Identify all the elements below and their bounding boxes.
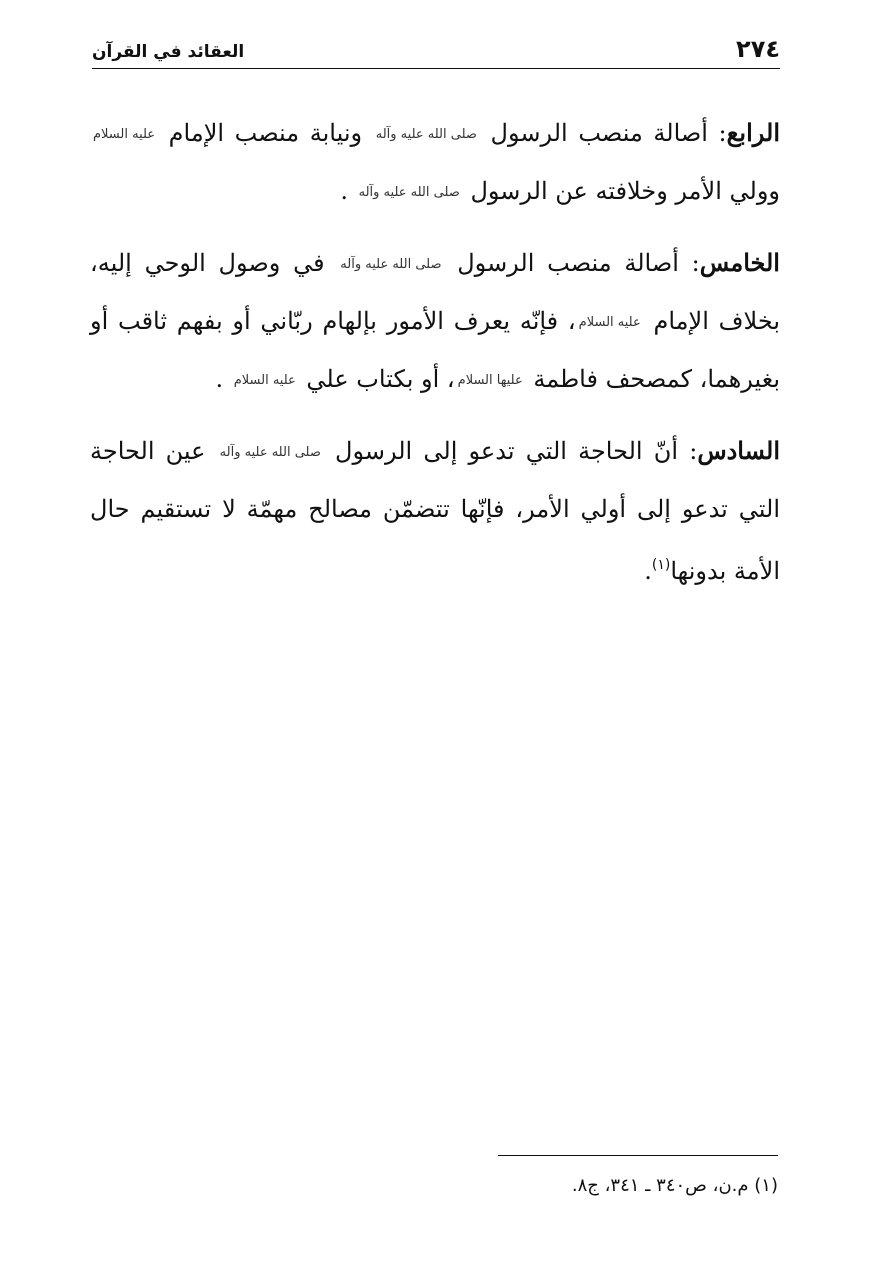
book-title: العقائد في القرآن [92, 42, 245, 62]
footnote: (١) م.ن، ص٣٤٠ ـ ٣٤١، ج٨. [571, 1175, 778, 1196]
running-header [92, 30, 780, 69]
honorific-ligature: صلى الله عليه وآله [358, 185, 460, 200]
page-number: ٢٧٤ [736, 35, 780, 63]
honorific-ligature: صلى الله عليه وآله [219, 445, 321, 460]
honorific-ligature: صلى الله عليه وآله [375, 127, 477, 142]
footnote-divider [498, 1155, 778, 1156]
paragraph-text: ونيابة منصب الإمام [158, 119, 373, 147]
main-text [90, 105, 780, 613]
paragraph-text: : أصالة منصب الرسول [479, 119, 727, 147]
paragraph-text: في وصول الوحي إليه، بخلاف الإمام [90, 249, 780, 335]
honorific-ligature: صلى الله عليه وآله [340, 257, 442, 272]
paragraph-text: : أصالة منصب الرسول [444, 249, 700, 277]
paragraph-sixth [90, 423, 780, 599]
paragraph-term: الخامس [699, 248, 780, 277]
paragraph-fourth [90, 105, 780, 221]
footnote-reference[interactable]: (١) [651, 557, 671, 573]
paragraph-term: الرابع [726, 118, 780, 147]
paragraph-fifth [90, 235, 780, 409]
honorific-ligature: عليه السلام [233, 373, 296, 388]
paragraph-text: ، فإنّه يعرف الأمور بإلهام ربّاني أو بفهم ثاقب أو بغيرهما، كمصحف فاطمة [90, 307, 780, 393]
paragraph-text: . [644, 557, 652, 585]
honorific-ligature: عليه السلام [578, 315, 641, 330]
paragraph-text: : أنّ الحاجة التي تدعو إلى الرسول [323, 437, 698, 465]
paragraph-text: . [340, 177, 356, 205]
paragraph-text: ، أو بكتاب علي [298, 365, 455, 393]
paragraph-text: وولي الأمر وخلافته عن الرسول [462, 177, 780, 205]
paragraph-text: عين الحاجة التي تدعو إلى أولي الأمر، فإنّها تتضمّن مصالح مهمّة لا تستقيم حال الأمة بدونها [90, 437, 780, 585]
honorific-ligature: عليه السلام [93, 127, 156, 142]
paragraph-text: . [215, 365, 231, 393]
paragraph-term: السادس [697, 436, 780, 465]
honorific-ligature: عليها السلام [457, 373, 523, 388]
